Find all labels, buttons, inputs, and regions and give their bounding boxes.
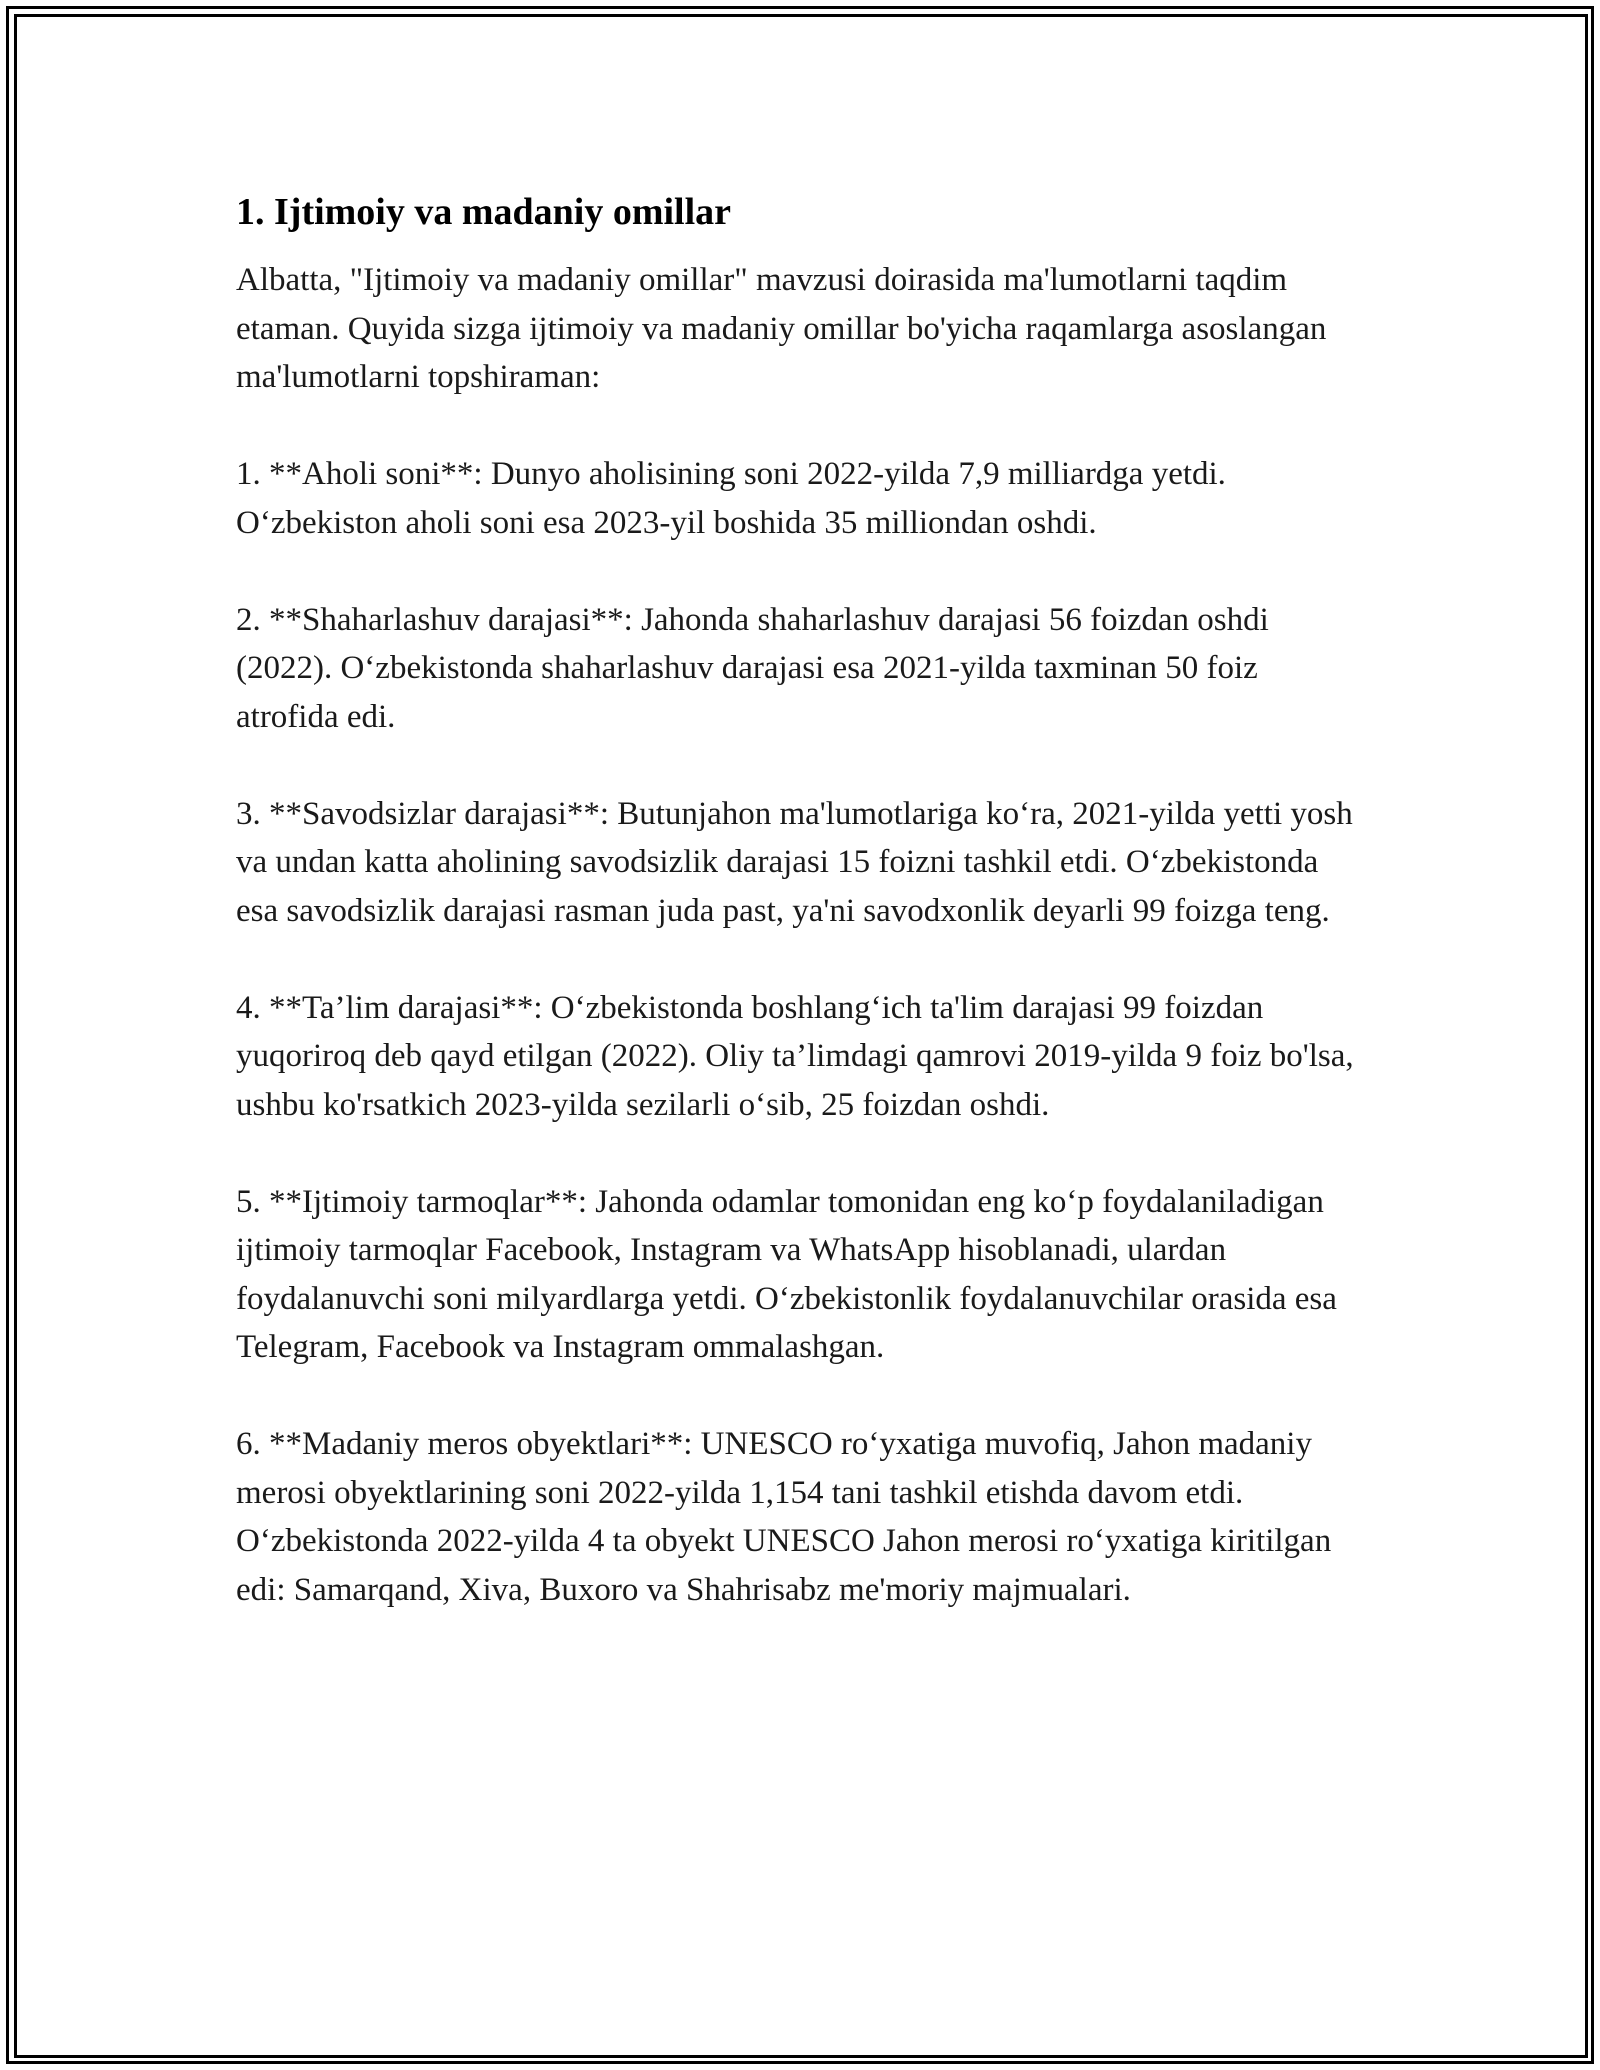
list-item-education: 4. **Ta’lim darajasi**: O‘zbekistonda boshlang‘ich ta'lim darajasi 99 foizdan yuqoriroq deb qayd etilgan (2022). Oliy ta’limdagi qamrovi 2019-yilda 9 foiz bo'lsa, ushbu ko'rsatkich 2023-yilda sezilarli o‘sib, 25 foizdan oshdi.	[236, 989, 1354, 1123]
document-body	[236, 188, 1366, 1663]
list-item-population: 1. **Aholi soni**: Dunyo aholisining soni 2022-yilda 7,9 milliardga yetdi. O‘zbekiston aholi soni esa 2023-yil boshida 35 milliondan oshdi.	[236, 456, 1226, 541]
list-item-urbanization: 2. **Shaharlashuv darajasi**: Jahonda shaharlashuv darajasi 56 foizdan oshdi (2022). O‘zbekistonda shaharlashuv darajasi esa 2021-yilda taxminan 50 foiz atrofida edi.	[236, 601, 1269, 735]
intro-paragraph: Albatta, "Ijtimoiy va madaniy omillar" mavzusi doirasida ma'lumotlarni taqdim etaman. Quyida sizga ijtimoiy va madaniy omillar bo'yicha raqamlarga asoslangan ma'lumotlarni topshiraman:	[236, 262, 1327, 395]
list-item-cultural-heritage: 6. **Madaniy meros obyektlari**: UNESCO ro‘yxatiga muvofiq, Jahon madaniy merosi obyektlarining soni 2022-yilda 1,154 tani tashkil etishda davom etdi. O‘zbekistonda 2022-yilda 4 ta obyekt UNESCO Jahon merosi ro‘yxatiga kiritilgan edi: Samarqand, Xiva, Buxoro va Shahrisabz me'moriy majmualari.	[236, 1426, 1332, 1608]
list-item-social-networks: 5. **Ijtimoiy tarmoqlar**: Jahonda odamlar tomonidan eng ko‘p foydalaniladigan ijtimoiy tarmoqlar Facebook, Instagram va WhatsApp hisoblanadi, ulardan foydalanuvchi soni milyardlarga yetdi. O‘zbekistonlik foydalanuvchilar orasida esa Telegram, Facebook va Instagram ommalashgan.	[236, 1183, 1337, 1365]
section-heading: 1. Ijtimoiy va madaniy omillar	[236, 191, 732, 233]
list-item-illiteracy: 3. **Savodsizlar darajasi**: Butunjahon ma'lumotlariga ko‘ra, 2021-yilda yetti yosh va undan katta aholining savodsizlik darajasi 15 foizni tashkil etdi. O‘zbekistonda esa savodsizlik darajasi rasman juda past, ya'ni savodxonlik deyarli 99 foizga teng.	[236, 795, 1353, 929]
